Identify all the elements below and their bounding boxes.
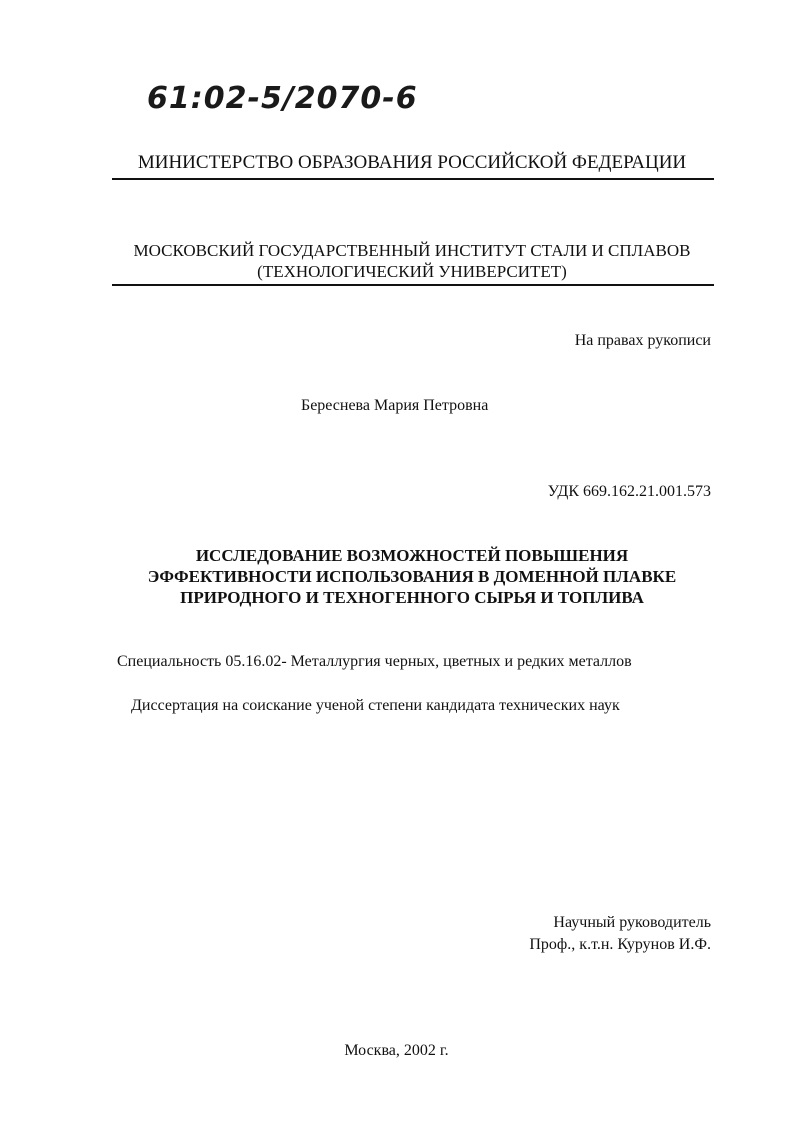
- handwritten-code-text: 61:02-5/2070-6: [147, 81, 418, 116]
- supervisor-name: Проф., к.т.н. Курунов И.Ф.: [529, 936, 711, 953]
- institute-name: [110, 240, 714, 282]
- institute-underline: [112, 284, 714, 286]
- title-line-3: ПРИРОДНОГО И ТЕХНОГЕННОГО СЫРЬЯ И ТОПЛИВА: [180, 588, 644, 607]
- udk-code: УДК 669.162.21.001.573: [547, 483, 711, 500]
- city-year: Москва, 2002 г.: [344, 1042, 449, 1059]
- title-line-1: ИССЛЕДОВАНИЕ ВОЗМОЖНОСТЕЙ ПОВЫШЕНИЯ: [195, 546, 629, 565]
- specialty: Специальность 05.16.02- Металлургия черных, цветных и редких металлов: [117, 653, 632, 670]
- institute-line-2: (ТЕХНОЛОГИЧЕСКИЙ УНИВЕРСИТЕТ): [257, 262, 567, 281]
- author-name: Береснева Мария Петровна: [301, 397, 489, 414]
- ministry-name: МИНИСТЕРСТВО ОБРАЗОВАНИЯ РОССИЙСКОЙ ФЕДЕРАЦИИ: [137, 152, 687, 173]
- manuscript-rights: На правах рукописи: [574, 332, 711, 349]
- title-line-2: ЭФФЕКТИВНОСТИ ИСПОЛЬЗОВАНИЯ В ДОМЕННОЙ ПЛАВКЕ: [147, 567, 677, 586]
- supervisor-block: [529, 912, 711, 956]
- dissertation-title: [110, 545, 714, 608]
- supervisor-label: Научный руководитель: [553, 914, 711, 931]
- ministry-underline: [112, 178, 714, 180]
- dissertation-degree: Диссертация на соискание ученой степени кандидата технических наук: [131, 697, 620, 714]
- handwritten-archive-code: [145, 70, 445, 120]
- institute-line-1: МОСКОВСКИЙ ГОСУДАРСТВЕННЫЙ ИНСТИТУТ СТАЛИ И СПЛАВОВ: [133, 241, 691, 260]
